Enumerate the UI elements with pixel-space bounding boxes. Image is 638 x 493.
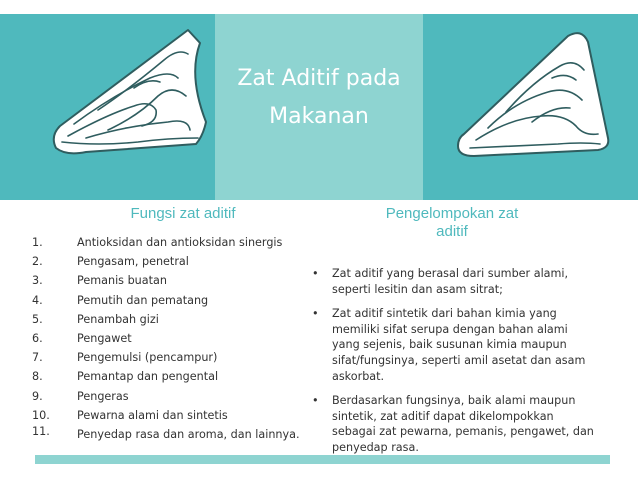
list-item xyxy=(32,348,302,367)
list-item xyxy=(32,367,302,386)
list-number: 9. xyxy=(32,389,43,403)
list-item xyxy=(32,291,302,310)
list-text: Pengemulsi (pencampur) xyxy=(77,351,218,365)
list-text: Pengasam, penetral xyxy=(77,255,189,269)
list-item xyxy=(32,425,302,442)
list-number: 8. xyxy=(32,370,43,384)
list-item xyxy=(32,329,302,348)
list-number: 4. xyxy=(32,293,43,307)
list-number: 3. xyxy=(32,274,43,288)
grouping-heading-line-1: Pengelompokan zat xyxy=(385,205,519,222)
bullet-icon: • xyxy=(312,394,319,408)
list-text: Zat aditif sintetik dari bahan kimia yang memiliki sifat serupa dengan bahan alami yang sejenis, baik susunan kimia maupun sifat/fungsinya, seperti amil asetat dan asam askorbat. xyxy=(332,307,586,383)
list-text: Pemutih dan pematang xyxy=(77,293,209,307)
list-number: 2. xyxy=(32,255,43,269)
list-item xyxy=(32,252,302,271)
list-number: 5. xyxy=(32,312,43,326)
list-text: Pewarna alami dan sintetis xyxy=(77,408,228,422)
slide-title xyxy=(215,60,423,136)
slide-title-line-2: Makanan xyxy=(269,104,369,129)
list-text: Pengawet xyxy=(77,332,132,346)
grouping-heading xyxy=(352,205,552,241)
pizza-slice-icon xyxy=(38,18,213,168)
grouping-list xyxy=(312,266,597,465)
list-text: Penyedap rasa dan aroma, dan lainnya. xyxy=(77,428,300,442)
list-text: Berdasarkan fungsinya, baik alami maupun sintetik, zat aditif dapat dikelompokkan sebagai zat pewarna, pemanis, pengawet, dan penyedap rasa. xyxy=(332,394,594,454)
list-item xyxy=(32,233,302,252)
list-text: Pengeras xyxy=(77,389,129,403)
list-number: 11. xyxy=(32,425,50,439)
list-number: 10. xyxy=(32,408,50,422)
list-item xyxy=(312,306,597,384)
list-item xyxy=(312,266,597,297)
functions-heading: Fungsi zat aditif xyxy=(130,205,236,222)
list-item xyxy=(32,406,302,425)
functions-list xyxy=(32,233,302,442)
bullet-icon: • xyxy=(312,307,319,321)
list-number: 6. xyxy=(32,332,43,346)
grouping-heading-line-2: aditif xyxy=(436,223,468,240)
list-item xyxy=(312,393,597,455)
list-number: 1. xyxy=(32,236,43,249)
list-text: Pemantap dan pengental xyxy=(77,370,219,384)
slide-title-line-1: Zat Aditif pada xyxy=(237,66,401,91)
bottom-accent-bar xyxy=(35,455,610,464)
list-item xyxy=(32,310,302,329)
pizza-slice-icon xyxy=(448,22,620,170)
list-text: Antioksidan dan antioksidan sinergis xyxy=(77,236,283,249)
list-text: Penambah gizi xyxy=(77,312,159,326)
list-text: Zat aditif yang berasal dari sumber alami, seperti lesitin dan asam sitrat; xyxy=(332,267,569,296)
bullet-icon: • xyxy=(312,267,319,280)
list-number: 7. xyxy=(32,351,43,365)
list-item xyxy=(32,387,302,406)
list-item xyxy=(32,271,302,290)
list-text: Pemanis buatan xyxy=(77,274,167,288)
